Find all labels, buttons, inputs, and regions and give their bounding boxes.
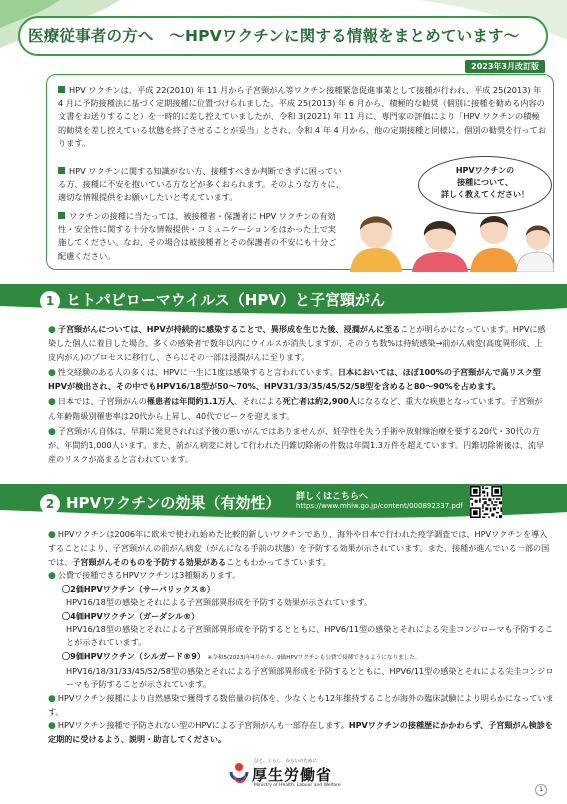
vaccine-4-valent-name: 〇4価HPVワクチン（ガーダシル®） [62,610,200,621]
s1-b3-bold2: 死亡者は約2,900人 [282,396,357,407]
ministry-name: 厚生労働省 [252,766,333,784]
s2-b3: HPVワクチン接種により自然感染で獲得する数倍量の抗体を、少なくとも12年維持することが海外の臨床試験により明らかになっています。 [48,692,554,717]
vaccine-9-valent-row [62,650,554,665]
vaccine-2-valent-name: 〇2価HPVワクチン（サーバリックス®） [62,584,215,595]
s1-b1-rest: ことが明らかになっています。HPVに感染した個人に着目した場合、多くの感染者で数年以内にウイルスが消失しますが、そのうち数%は持続感染→前がん病変(高度異形成、上皮内がん)のプロセスに移行し、さらにその一部は浸潤がんに至ります。 [48,324,546,362]
section-1-title: ヒトパピローマウイルス（HPV）と子宮頸がん [66,291,385,309]
s1-b2-pre: 性交経験のある人の多くは、HPVに一生に1度は感染すると言われています。 [57,366,338,377]
s1-b3-rest: になるなど、重大な疾患となっています。子宮頸がん年齢階級別罹患率は20代から上昇し、40代でピークを迎えます。 [48,396,543,421]
section-1-number: 1 [40,291,60,311]
section-1-body [48,323,548,466]
list-item: ● 子宮頸がん自体は、早期に発見されれば予後の悪いがんではありませんが、妊孕性を失う手術や放射線治療を要する20代・30代の方が、年間約1,000人います。また、前がん病変に対して行われた円錐切除術の件数は年間1.3万件を超えています。円錐切除術後は、流早産のリスクが高まると言われています。 [48,426,545,464]
section-2-heading [40,492,280,514]
list-item: ● HPVワクチンは2006年に欧米で使われ始めた比較的新しいワクチンであり、海外や日本で行われた疫学調査では、HPVワクチンを導入することにより、子宮頸がんの前がん病変（がんになる手前の状態）を予防する効果が示されています。また、接種が進んでいる一部の国では、子宮頸がんそのものを予防する効果があることもわかってきています。 [48,529,550,567]
list-item: ● 日本では、子宮頸がんの罹患者は年間約1.1万人、それによる死亡者は約2,900人になるなど、重大な疾患となっています。子宮頸がん年齢階級別罹患率は20代から上昇し、40代でピークを迎えます。 [48,396,543,421]
ministry-tagline: ひと、くらし、みらいのために [254,759,317,764]
square-bullet-icon [58,212,65,219]
list-item: ● 公費で接種できるHPVワクチンは3種類あります。 [48,569,241,581]
list-item: ● HPVワクチン接種により自然感染で獲得する数倍量の抗体を、少なくとも12年維持することが海外の臨床試験により明らかになっています。 [48,692,554,717]
intro-text-2: HPV ワクチンに関する知識がない方、接種すべきか判断できずに困っている方、接種に不安を抱いている方などが多くおられます。そのような方々に、適切な情報提供をお願いしたいと考えています。 [58,166,344,203]
s2-b1-bold: 子宮頸がんそのものを予防する効果がある [72,556,227,567]
intro-paragraph-1 [58,84,546,150]
details-url-link[interactable]: https://www.mhlw.go.jp/content/000892337.pdf [296,502,463,510]
section-1-heading [40,289,385,311]
bubble-line-1: HPVワクチンの [455,166,515,175]
list-item: ● HPVワクチン接種で予防されない型のHPVによる子宮頸がんも一部存在します。HPVワクチンの接種歴にかかわらず、子宮頸がん検診を定期的に受けるよう、説明・助言してください。 [48,720,553,745]
intro-paragraph-3 [58,210,344,263]
page-title: 医療従事者の方へ ～HPVワクチンに関する情報をまとめています～ [28,27,520,45]
intro-paragraph-2 [58,165,344,205]
page-number: 1 [535,784,547,796]
vaccine-4-valent-desc: HPV16/18型の感染とそれによる子宮頸部異形成を予防するとともに、HPV6/11型の感染とそれによる尖圭コンジローマも予防することが示されています。 [66,624,554,648]
s2-b2: 公費で接種できるHPVワクチンは3種類あります。 [57,569,241,580]
intro-text-1: HPV ワクチンは、平成 22(2010) 年 11 月から子宮頸がん等ワクチン接種緊急促進事業として接種が行われ、平成 25(2013) 年 4 月に予防接種法に基づく定期接種に位置づけられました。平成 25(2013) 年 6 月から、積極的な勧奨（個別に接種を勧める内容の文書をお送りすること）を一時的に差し控えていましたが、令和 3(2021) 年 11 月に、専門家の評価により「HPV ワクチンの積極的勧奨を差し控えている状態を終了させることが妥当」とされ、令和 4 年 4 月から、他の定期接種と同様に、個別の勧奨を行っております。 [58,85,547,148]
vaccine-2-valent-desc: HPV16/18型の感染とそれによる子宮頸部異形成を予防する効果が示されています。 [66,597,373,608]
section-2-number: 2 [40,494,60,514]
qr-code-icon[interactable] [470,486,502,518]
people-illustration [340,196,554,272]
vaccine-9-valent-name: 〇9価HPVワクチン（シルガード®9） [62,650,205,661]
s1-b1-bold: 子宮頸がんについては、HPVが持続的に感染することで、異形成を生じた後、浸潤がんに至る [57,324,401,334]
revised-badge: 2023年3月改訂版 [465,60,545,73]
ministry-logo-icon [228,762,250,786]
list-item: ● 子宮頸がんについては、HPVが持続的に感染することで、異形成を生じた後、浸潤がんに至ることが明らかになっています。HPVに感染した個人に着目した場合、多くの感染者で数年以内にウイルスが消失しますが、そのうち数%は持続感染→前がん病変(高度異形成、上皮内がん)のプロセスに移行し、さらにその一部は浸潤がんに至ります。 [48,324,546,362]
s2-b4-bold: HPVワクチンの接種歴にかかわらず、子宮頸がん検診を定期的に受けるよう、説明・助言してください。 [48,720,553,745]
s1-b3-mid: 、それによる [234,396,283,407]
s2-b1-pre: HPVワクチンは2006年に欧米で使われ始めた比較的新しいワクチンであり、海外や日本で行われた疫学調査では、HPVワクチンを導入することにより、子宮頸がんの前がん病変（がんになる手前の状態）を予防する効果が示されています。また、接種が進んでいる一部の国では、 [48,529,550,567]
list-item: ● 性交経験のある人の多くは、HPVに一生に1度は感染すると言われています。日本においては、ほぼ100%の子宮頸がんで高リスク型HPVが検出され、その中でもHPV16/18型が50～70%、HPV31/33/35/45/52/58型を含めると80～90%を占めます。 [48,366,541,392]
intro-text-3: ワクチンの接種に当たっては、被接種者・保護者に HPV ワクチンの有効性・安全性に関する十分な情報提供・コミュニケーションをはかった上で実施してください。なお、その場合は被接種者とその保護者の不安にも十分ご配慮ください。 [58,211,337,261]
s1-b3-bold1: 罹患者は年間約1.1万人 [146,396,235,407]
s1-b4: 子宮頸がん自体は、早期に発見されれば予後の悪いがんではありませんが、妊孕性を失う手術や放射線治療を要する20代・30代の方が、年間約1,000人います。また、前がん病変に対して行われた円錐切除術の件数は年間1.3万件を超えています。円錐切除術後は、流早産のリスクが高まると言われています。 [48,426,545,464]
vaccine-9-valent-note: ※令和5(2023)年4月から、9価HPVワクチンも公費で接種できるようになりました。 [207,654,421,661]
ministry-name-en: Ministry of Health, Labour and Welfare [254,783,341,788]
s1-b2-bold: 日本においては、ほぼ100%の子宮頸がんで高リスク型HPVが検出され、その中でもHPV16/18型が50～70%、HPV31/33/35/45/52/58型を含めると80～90%を占めます。 [48,366,541,392]
s2-b1-rest: こともわかってきています。 [226,556,331,567]
section-2-title: HPVワクチンの効果（有効性） [66,494,281,512]
details-link-label[interactable]: 詳しくはこちらへ [296,492,369,502]
vaccine-9-valent-desc: HPV16/18/31/33/45/52/58型の感染とそれによる子宮頸部異形成を予防するとともに、HPV6/11型の感染とそれによる尖圭コンジローマも予防することが示されています。 [66,665,554,690]
bubble-line-3: 詳しく教えてください！ [441,190,529,199]
section-2-body [48,528,554,747]
square-bullet-icon [58,86,65,93]
square-bullet-icon [58,167,65,174]
s1-b3-pre: 日本では、子宮頸がんの [57,396,147,407]
bubble-line-2: 接種について、 [457,178,513,187]
s2-b4-pre: HPVワクチン接種で予防されない型のHPVによる子宮頸がんも一部存在します。 [57,720,349,731]
